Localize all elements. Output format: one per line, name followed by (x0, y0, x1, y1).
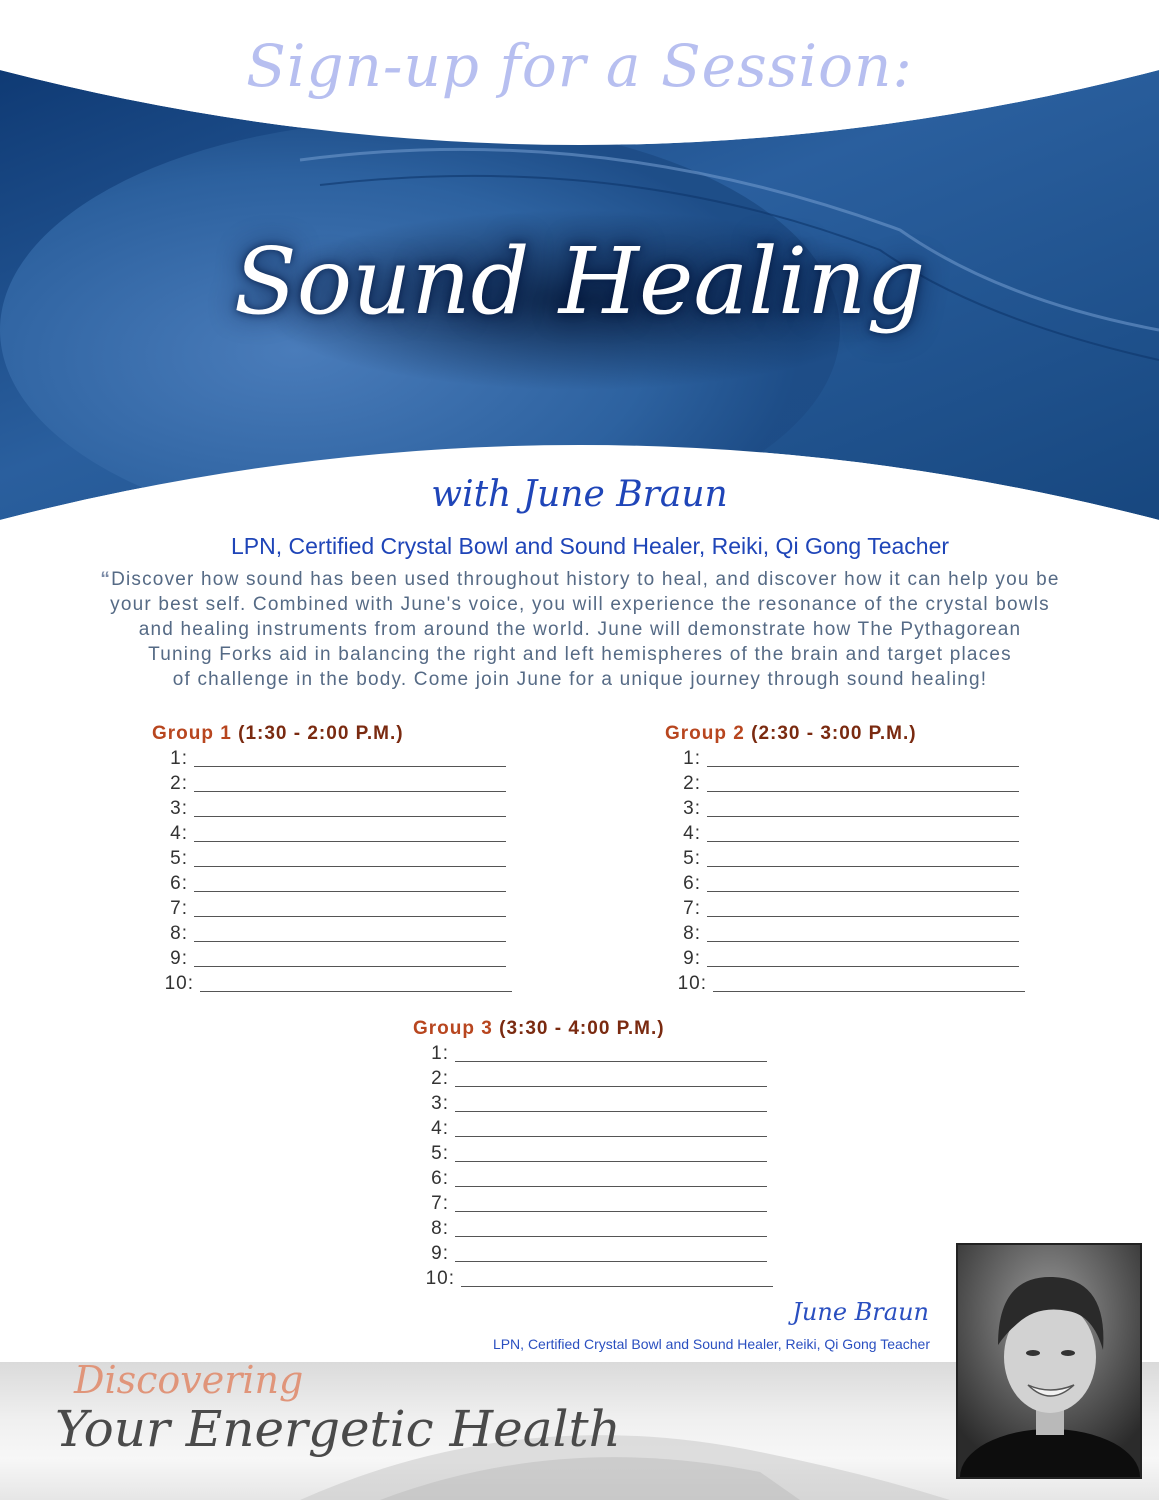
slot-number: 1: (683, 748, 701, 769)
slot-number: 5: (170, 848, 188, 869)
signup-group-1 (152, 723, 512, 996)
signup-slot (152, 871, 512, 896)
signup-slot (413, 1191, 773, 1216)
name-blank-line[interactable] (707, 825, 1019, 842)
signup-slot (152, 771, 512, 796)
signup-slot (152, 796, 512, 821)
portrait-image (958, 1245, 1140, 1477)
name-blank-line[interactable] (194, 900, 506, 917)
signup-slot (152, 946, 512, 971)
signup-slot (152, 896, 512, 921)
signup-slot (665, 896, 1025, 921)
description-line: your best self. Combined with June's voice, you will experience the resonance of the crystal bowls (110, 594, 1050, 615)
slot-number: 5: (683, 848, 701, 869)
name-blank-line[interactable] (455, 1245, 767, 1262)
session-description (20, 567, 1140, 692)
signup-slots (665, 746, 1025, 996)
group-title: Group 1 (1:30 - 2:00 P.M.) (152, 723, 404, 744)
name-blank-line[interactable] (455, 1195, 767, 1212)
name-blank-line[interactable] (461, 1270, 773, 1287)
name-blank-line[interactable] (707, 750, 1019, 767)
slot-number: 6: (683, 873, 701, 894)
description-line: “Discover how sound has been used throughout history to heal, and discover how it can help you be (100, 569, 1060, 590)
name-blank-line[interactable] (455, 1170, 767, 1187)
slot-number: 10: (164, 973, 194, 994)
signup-title: Sign-up for a Session: (246, 32, 913, 100)
group-title: Group 2 (2:30 - 3:00 P.M.) (665, 723, 917, 744)
slot-number: 6: (170, 873, 188, 894)
name-blank-line[interactable] (455, 1070, 767, 1087)
name-blank-line[interactable] (707, 775, 1019, 792)
name-blank-line[interactable] (194, 925, 506, 942)
slot-number: 7: (170, 898, 188, 919)
name-blank-line[interactable] (194, 950, 506, 967)
name-blank-line[interactable] (194, 825, 506, 842)
signup-slot (413, 1216, 773, 1241)
description-line: and healing instruments from around the world. June will demonstrate how The Pythagorean (138, 619, 1022, 640)
page-title: Sound Healing (233, 228, 926, 335)
name-blank-line[interactable] (455, 1145, 767, 1162)
description-line: Tuning Forks aid in balancing the right and left hemispheres of the brain and target places (148, 644, 1012, 665)
slot-number: 6: (431, 1168, 449, 1189)
slot-number: 1: (170, 748, 188, 769)
description-line: of challenge in the body. Come join June for a unique journey through sound healing! (172, 669, 988, 690)
signup-slot (665, 971, 1025, 996)
slot-number: 10: (425, 1268, 455, 1289)
name-blank-line[interactable] (707, 900, 1019, 917)
slot-number: 8: (170, 923, 188, 944)
signup-slot (665, 946, 1025, 971)
signup-slot (413, 1266, 773, 1291)
signup-slot (665, 846, 1025, 871)
open-quote-mark: “ (100, 569, 112, 590)
slot-number: 3: (431, 1093, 449, 1114)
name-blank-line[interactable] (194, 850, 506, 867)
slot-number: 2: (683, 773, 701, 794)
slot-number: 4: (170, 823, 188, 844)
signup-slot (413, 1091, 773, 1116)
signup-slot (665, 871, 1025, 896)
signup-slot (413, 1116, 773, 1141)
slot-number: 9: (170, 948, 188, 969)
slot-number: 9: (683, 948, 701, 969)
signup-slot (413, 1041, 773, 1066)
signup-slot (413, 1141, 773, 1166)
slot-number: 7: (683, 898, 701, 919)
name-blank-line[interactable] (707, 875, 1019, 892)
name-blank-line[interactable] (707, 925, 1019, 942)
name-blank-line[interactable] (455, 1220, 767, 1237)
signup-slot (152, 846, 512, 871)
slot-number: 4: (431, 1118, 449, 1139)
name-blank-line[interactable] (707, 800, 1019, 817)
signup-slot (665, 921, 1025, 946)
slot-number: 5: (431, 1143, 449, 1164)
name-blank-line[interactable] (194, 750, 506, 767)
group-title: Group 3 (3:30 - 4:00 P.M.) (413, 1018, 665, 1039)
presenter-name: with June Braun (431, 474, 728, 515)
slot-number: 3: (170, 798, 188, 819)
name-blank-line[interactable] (455, 1095, 767, 1112)
slot-number: 1: (431, 1043, 449, 1064)
signup-slot (152, 821, 512, 846)
name-blank-line[interactable] (194, 875, 506, 892)
presenter-credentials: LPN, Certified Crystal Bowl and Sound Healer, Reiki, Qi Gong Teacher (230, 533, 950, 559)
signup-slot (152, 971, 512, 996)
signup-slot (665, 771, 1025, 796)
name-blank-line[interactable] (455, 1120, 767, 1137)
signup-slots (152, 746, 512, 996)
slot-number: 8: (683, 923, 701, 944)
signature-credentials: LPN, Certified Crystal Bowl and Sound Healer, Reiki, Qi Gong Teacher (492, 1336, 930, 1352)
signup-slot (413, 1241, 773, 1266)
signature-name: June Braun (792, 1298, 929, 1326)
name-blank-line[interactable] (200, 975, 512, 992)
signup-slot (413, 1066, 773, 1091)
name-blank-line[interactable] (194, 800, 506, 817)
slot-number: 9: (431, 1243, 449, 1264)
slot-number: 7: (431, 1193, 449, 1214)
slot-number: 2: (170, 773, 188, 794)
slot-number: 8: (431, 1218, 449, 1239)
slot-number: 10: (677, 973, 707, 994)
signup-group-3 (413, 1018, 773, 1291)
footer-logo-energetic-health: Your Energetic Health (55, 1400, 621, 1458)
signup-slot (152, 921, 512, 946)
slot-number: 3: (683, 798, 701, 819)
signup-slot (665, 821, 1025, 846)
signup-slot (665, 746, 1025, 771)
signup-slots (413, 1041, 773, 1291)
footer-logo-discovering: Discovering (74, 1358, 304, 1402)
signup-slot (665, 796, 1025, 821)
signup-slot (413, 1166, 773, 1191)
name-blank-line[interactable] (713, 975, 1025, 992)
signup-group-2 (665, 723, 1025, 996)
slot-number: 2: (431, 1068, 449, 1089)
signup-slot (152, 746, 512, 771)
presenter-photo (956, 1243, 1142, 1479)
name-blank-line[interactable] (194, 775, 506, 792)
name-blank-line[interactable] (707, 850, 1019, 867)
slot-number: 4: (683, 823, 701, 844)
name-blank-line[interactable] (455, 1045, 767, 1062)
name-blank-line[interactable] (707, 950, 1019, 967)
